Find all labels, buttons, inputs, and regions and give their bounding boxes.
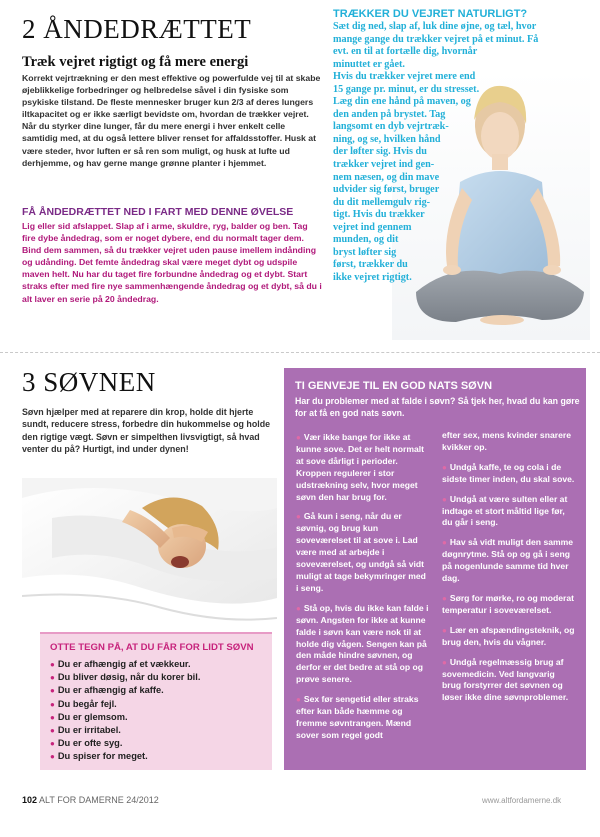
- tip-item: ● Undgå at være sulten eller at indtage et stort måltid lige før, du går i seng.: [442, 493, 568, 528]
- sidebar-line: tigt. Hvis du trækker: [333, 209, 425, 221]
- list-item: ● Du bliver døsig, når du korer bil.: [50, 671, 200, 684]
- page-number: 102: [22, 795, 38, 805]
- sidebar-line: munden, og dit: [333, 234, 399, 246]
- sidebar-line: Sæt dig ned, slap af, luk dine øjne, og tæl, hvor: [333, 21, 537, 32]
- bullet-icon: ●: [442, 657, 447, 667]
- list-item: ● Du er afhængig af et vækkeur.: [50, 658, 200, 671]
- sleep-signs-box: [40, 632, 272, 770]
- tip-item: ● Lær en afspændingsteknik, og brug den, hvis du vågner.: [442, 624, 575, 647]
- list-item: ● Du spiser for meget.: [50, 750, 200, 763]
- list-item: ● Du begår fejl.: [50, 698, 200, 711]
- sidebar-line: udvider sig først, bruger: [333, 184, 440, 196]
- sleep-signs-heading: OTTE TEGN PÅ, AT DU FÅR FOR LIDT SØVN: [50, 642, 254, 653]
- sidebar-heading: TRÆKKER DU VEJRET NATURLIGT?: [333, 8, 528, 20]
- bullet-icon: ●: [442, 593, 447, 603]
- tips-heading: TI GENVEJE TIL EN GOD NATS SØVN: [295, 380, 493, 392]
- list-item: ● Du er ofte syg.: [50, 737, 200, 750]
- sidebar-line: 15 gange pr. minut, er du stresset.: [333, 83, 480, 95]
- sidebar-line: evt. en til at fortælle dig, hvornår: [333, 46, 478, 58]
- section-title-sleep: 3 SØVNEN: [22, 367, 156, 397]
- section-divider: [0, 352, 600, 353]
- tips-column-left: [296, 432, 430, 750]
- tips-intro: Har du problemer med at falde i søvn? Så tjek her, hvad du kan gøre for at få en god nats søvn.: [295, 396, 580, 418]
- bullet-icon: ●: [442, 625, 447, 635]
- tip-item: ● Undgå regelmæssig brug af sovemedicin. Ved langvarig brug forstyrrer det søvnen og løser ikke dine søvnproblemer.: [442, 656, 569, 703]
- sidebar-line: minuttet er gået.: [333, 58, 405, 70]
- sidebar-line: trækker vejret ind gen-: [333, 159, 435, 171]
- tip-item: ● Sørg for mørke, ro og moderat temperatur i soveværelset.: [442, 592, 574, 615]
- sidebar-line: langsomt en dyb vejrtræk-: [333, 121, 449, 133]
- section-subtitle: Træk vejret rigtigt og få mere energi: [22, 54, 249, 70]
- bullet-icon: ●: [296, 433, 301, 442]
- tip-item: ● Gå kun i seng, når du er søvnig, og brug kun soveværelset til at sove i. Lad være med at arbejde i soveværelset, og undgå så vidt muligt at tage bekymringer med i seng.: [296, 511, 426, 593]
- sleep-body-text: Søvn hjælper med at reparere din krop, holde dit hjerte sundt, reducere stress, forbedre din hukommelse og holde den rigtige vægt. Søvn er simpelthen livsvigtigt, så hvad venter du på? Hurtigt, ind under dynen!: [22, 407, 271, 454]
- sidebar-line: den anden på brystet. Tag: [333, 108, 446, 120]
- tips-column-right: [442, 430, 576, 712]
- bullet-icon: ●: [442, 494, 447, 504]
- sidebar-line: nem næsen, og din mave: [333, 171, 440, 183]
- sidebar-line: mange gange du trækker vejret på et minut. Få: [333, 33, 539, 45]
- footer-page-info: [22, 795, 159, 805]
- sidebar-line: bryst løfter sig: [333, 246, 397, 258]
- sidebar-line: du dit mellemgulv rig-: [333, 196, 431, 208]
- sidebar-line: ning, og se, hvilken hånd: [333, 133, 441, 145]
- sidebar-line: der løfter sig. Hvis du: [333, 146, 427, 158]
- list-item: ● Du er afhængig af kaffe.: [50, 684, 200, 697]
- tip-item: ● Hav så vidt muligt den samme døgnrytme. Stå op og gå i seng på nogenlunde samme tid hver dag.: [442, 537, 574, 584]
- footer-url: www.altfordamerne.dk: [482, 796, 562, 805]
- sidebar-line: ikke vejret rigtigt.: [333, 271, 412, 283]
- sidebar-line: Hvis du trækker vejret mere end: [333, 71, 476, 83]
- exercise-body-text: Lig eller sid afslappet. Slap af i arme, skuldre, ryg, balder og ben. Tag fire dybe åndedrag, som er noget dybere, end du normalt tager dem. Bind dem sammen, så du trækker vejret uden pause imellem indånding og udånding. Det femte åndedrag skal være meget dybt og udspile maven helt. Nu har du taget fire forbundne åndedrag og et dybt. Start straks efter med fire nye sammenhængende åndedrag og et dybt, så du i alt laver en serie på 20 åndedrag.: [22, 221, 322, 304]
- tip-item: ● Sex før sengetid eller straks efter kan både hæmme og fremme søvntrangen. Mænd sover som regel godt: [296, 694, 419, 740]
- sidebar-line: Læg din ene hånd på maven, og: [333, 96, 471, 108]
- tip-item: ● Stå op, hvis du ikke kan falde i søvn. Angsten for ikke at kunne falde i søvn kan være nok til at holde dig vågen. Sengen kan på den måde hindre søvnen, og derfor er det bedre at stå op og prøve senere.: [296, 602, 429, 685]
- tip-item: ● Undgå kaffe, te og cola i de sidste timer inden, du skal sove.: [442, 461, 575, 484]
- bullet-icon: ●: [296, 512, 301, 522]
- section-title-breathing: 2 ÅNDEDRÆTTET: [22, 14, 252, 44]
- sidebar-line: vejret ind gennem: [333, 221, 412, 233]
- bullet-icon: ●: [442, 538, 447, 548]
- sidebar-body-text: [333, 21, 595, 284]
- bullet-icon: ●: [442, 462, 447, 472]
- sleep-signs-list: [50, 658, 200, 764]
- sleeping-woman-photo: [22, 478, 277, 630]
- tip-item: ● Vær ikke bange for ikke at kunne sove. Det er helt normalt at sove dårligt i perioder. Kroppen regulerer i stor udstrækning selv, hvor meget søvn den har brug for.: [296, 432, 424, 502]
- tip-continuation: efter sex, mens kvinder snarere kvikker op.: [442, 430, 571, 452]
- sidebar-line: først, trækker du: [333, 259, 408, 271]
- magazine-name: ALT FOR DAMERNE 24/2012: [39, 795, 159, 805]
- bullet-icon: ●: [296, 603, 301, 613]
- list-item: ● Du er glemsom.: [50, 711, 200, 724]
- exercise-heading: FÅ ÅNDEDRÆTTET NED I FART MED DENNE ØVELSE: [22, 206, 294, 218]
- bullet-icon: ●: [296, 695, 301, 705]
- list-item: ● Du er irritabel.: [50, 724, 200, 737]
- breathing-body-text: Korrekt vejrtrækning er den mest effektive og powerfulde vej til at skabe øjeblikkelige forbedringer og helbredelse såvel i din fysiske som psykiske tilstand. De fleste mennesker bruger kun 2/3 af deres lungers iltkapacitet og er ikke særligt bevidste om, hvordan de trækker vejret. Når du styrker dine lunger, får du mere energi i hver enkelt celle samtidig med, at du også lettere bliver renset for affaldsstoffer. Husk at være steder, hvor luften er så ren som muligt, og husk at lufte ud derhjemme, og hav gerne mange grønne planter i hjemmet.: [22, 73, 321, 168]
- sleep-tips-box: [284, 368, 586, 770]
